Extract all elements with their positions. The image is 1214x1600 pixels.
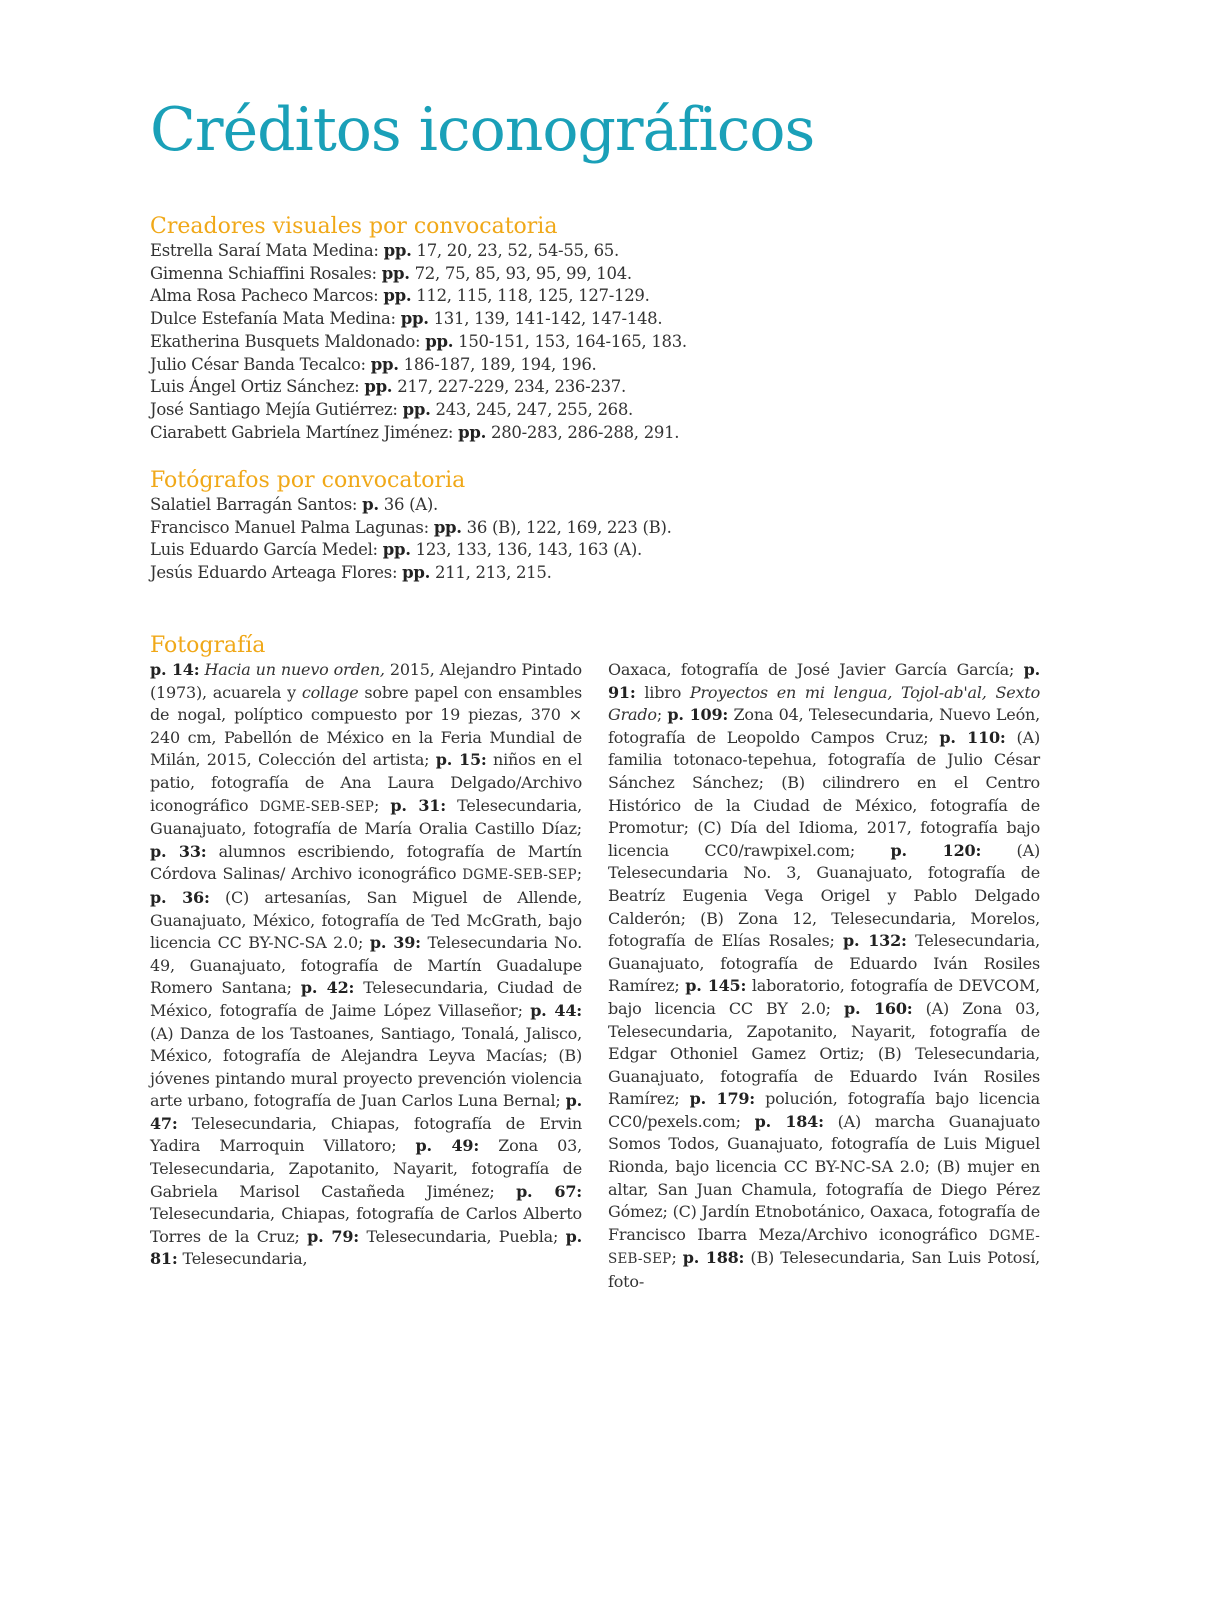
page-ref: p. 179: — [689, 1089, 756, 1109]
credit-line — [150, 517, 850, 540]
credit-pages-label: pp. — [458, 422, 487, 442]
credit-pages: 186-187, 189, 194, 196. — [398, 354, 597, 374]
credit-text: Telesecundaria, Chiapas, fotografía de Carlos Alberto Torres de la Cruz; — [150, 1204, 582, 1246]
credit-text: Telesecundaria No. 49, Guanajuato, fotografía de Martín Guadalupe Romero Santana; — [150, 933, 582, 998]
credit-pages: 243, 245, 247, 255, 268. — [430, 399, 633, 419]
credit-text: Telesecundaria, Chiapas, fotografía de Ervin Yadira Marroquin Villatoro; — [150, 1113, 582, 1156]
page-ref: p. 15: — [435, 750, 487, 770]
credit-text: laboratorio, fotografía de DEVCOM, bajo licencia CC BY 2.0; — [608, 976, 1041, 1018]
creators-list — [150, 240, 850, 444]
credit-line — [150, 422, 850, 445]
credit-pages: 36 (B), 122, 169, 223 (B). — [461, 517, 672, 537]
page-ref: p. 188: — [682, 1248, 745, 1268]
credit-name: Ekatherina Busquets Maldonado: — [150, 331, 426, 351]
page-ref: p. 67: — [516, 1181, 582, 1201]
photographers-list — [150, 494, 850, 585]
credit-text: DGME-SEB-SEP — [462, 867, 577, 884]
credit-text: polución, fotografía bajo licencia CC0/pexels.com; — [608, 1089, 1040, 1131]
credit-name: Estrella Saraí Mata Medina: — [150, 241, 384, 260]
page-ref: p. 120: — [890, 840, 982, 860]
credit-line — [150, 240, 850, 263]
credit-line — [150, 376, 850, 399]
credit-line — [150, 399, 850, 422]
page-ref: p. 31: — [390, 795, 446, 815]
credit-text: Telesecundaria, Guanajuato, fotografía de Eduardo Iván Rosiles Ramírez; — [608, 931, 1040, 996]
credit-pages-label: pp. — [402, 399, 431, 419]
credit-name: Salatiel Barragán Santos: — [150, 495, 363, 514]
credit-line — [150, 263, 850, 286]
credit-text: Proyectos en mi lengua, Tojol-ab'al, Sexto Grado — [608, 682, 1041, 725]
credit-text: DGME-SEB-SEP — [608, 1227, 1040, 1268]
credit-text: Telesecundaria, — [177, 1249, 308, 1269]
credit-line — [150, 354, 850, 377]
credit-name: Gimenna Schiaffini Rosales: — [150, 263, 382, 283]
page-ref: p. 14: — [150, 660, 200, 679]
credit-text: sobre papel con ensambles de nogal, políptico compuesto por 19 piezas, 370 × 240 cm, Pabellón de México en la Feria Mundial de Milán, 2015, Colección del artista; — [150, 682, 582, 770]
page-ref: p. 33: — [150, 841, 207, 861]
page-ref: p. 132: — [843, 931, 907, 951]
page-ref: p. 184: — [754, 1111, 824, 1131]
credit-pages-label: pp. — [400, 309, 429, 329]
credit-line — [150, 539, 850, 562]
credit-name: Luis Ángel Ortiz Sánchez: — [150, 377, 365, 397]
page-ref: p. 47: — [150, 1091, 582, 1133]
credit-pages-label: pp. — [425, 331, 454, 351]
credit-text: (A) familia totonaco-tepehua, fotografía de Julio César Sánchez Sánchez; (B) cilindrero en el Centro Histórico de la Ciudad de México, fotografía de Promotur; (C) Día del Idioma, 2017, fotografía bajo licencia CC0/rawpixel.com; — [608, 727, 1040, 860]
page-ref: p. 39: — [369, 933, 421, 953]
credit-pages: 280-283, 286-288, 291. — [486, 422, 680, 442]
page-ref: p. 91: — [608, 660, 1040, 702]
credit-text: (B) Telesecundaria, San Luis Potosí, foto- — [608, 1248, 1041, 1292]
credit-text: (A) marcha Guanajuato Somos Todos, Guanajuato, fotografía de Luis Miguel Rionda, bajo licencia CC BY-NC-SA 2.0; (B) mujer en altar, San Juan Chamula, fotografía de Diego Pérez Gómez; (C) Jardín Etnobotánico, Oaxaca, fotografía de Francisco Ibarra Meza/Archivo iconográfico — [608, 1111, 1041, 1244]
credit-pages: 123, 133, 136, 143, 163 (A). — [410, 540, 642, 560]
credit-text: libro — [635, 682, 690, 702]
page-ref: p. 110: — [939, 727, 1006, 747]
creators-heading: Creadores visuales por convocatoria — [150, 214, 558, 239]
credit-text: Zona 04, Telesecundaria, Nuevo León, fotografía de Leopoldo Campos Cruz; — [608, 705, 1040, 747]
credit-text: Telesecundaria, Puebla; — [359, 1226, 566, 1246]
credit-name: José Santiago Mejía Gutiérrez: — [150, 399, 403, 419]
page-ref: p. 49: — [415, 1136, 480, 1156]
credit-text: alumnos escribiendo, fotografía de Martín Córdova Salinas/ Archivo iconográfico — [150, 841, 582, 884]
page-ref: p. 109: — [667, 705, 729, 725]
credit-pages: 36 (A). — [378, 495, 438, 514]
credit-name: Dulce Estefanía Mata Medina: — [150, 309, 401, 329]
creators-section — [150, 214, 850, 444]
credit-line — [150, 308, 850, 331]
photography-column-right — [608, 659, 1040, 1294]
credit-name: Alma Rosa Pacheco Marcos: — [150, 286, 384, 306]
credit-pages: 211, 213, 215. — [430, 563, 552, 583]
page-ref: p. 160: — [844, 998, 913, 1018]
credit-name: Julio César Banda Tecalco: — [150, 354, 371, 374]
credit-pages-label: pp. — [370, 354, 399, 374]
page-ref: p. 79: — [307, 1226, 360, 1246]
credit-pages-label: pp. — [381, 263, 410, 283]
credit-pages-label: pp. — [383, 241, 412, 260]
page-ref: p. 42: — [300, 978, 355, 998]
credit-text: (A) Telesecundaria No. 3, Guanajuato, fotografía de Beatríz Eugenia Vega Origel y Pablo Delgado Calderón; (B) Zona 12, Telesecundaria, Morelos, fotografía de Elías Rosales; — [608, 840, 1040, 951]
credit-name: Luis Eduardo García Medel: — [150, 540, 383, 560]
credit-text: ; — [671, 1248, 683, 1268]
credit-pages: 131, 139, 141-142, 147-148. — [428, 309, 663, 329]
credit-text: Telesecundaria, Ciudad de México, fotografía de Jaime López Villaseñor; — [150, 978, 582, 1020]
credit-line — [150, 562, 850, 585]
credit-pages-label: pp. — [433, 517, 462, 537]
credit-text: Telesecundaria, Guanajuato, fotografía de María Oralia Castillo Díaz; — [150, 795, 582, 839]
credit-pages: 217, 227-229, 234, 236-237. — [392, 377, 626, 397]
page-ref: p. 81: — [150, 1226, 583, 1269]
credit-pages-label: pp. — [383, 286, 412, 306]
credit-pages-label: pp. — [364, 377, 393, 397]
credit-line — [150, 331, 850, 354]
credit-pages-label: p. — [362, 495, 379, 514]
credit-text: collage — [301, 682, 359, 702]
credit-text: Zona 03, Telesecundaria, Zapotanito, Nayarit, fotografía de Gabriela Marisol Castañeda Jiménez; — [150, 1136, 582, 1201]
credit-text: (A) Zona 03, Telesecundaria, Zapotanito, Nayarit, fotografía de Edgar Othoniel Gamez Ortiz; (B) Telesecundaria, Guanajuato, fotografía de Eduardo Iván Rosiles Ramírez; — [608, 998, 1040, 1109]
credit-text: Oaxaca, fotografía de José Javier García García; — [608, 660, 1024, 679]
credit-line — [150, 285, 850, 308]
photographers-heading: Fotógrafos por convocatoria — [150, 468, 466, 493]
credit-text: DGME-SEB-SEP — [259, 798, 374, 815]
credit-text: ; — [656, 705, 668, 725]
credit-pages-label: pp. — [402, 563, 431, 583]
credit-line — [150, 494, 850, 517]
page-ref: p. 145: — [685, 976, 747, 996]
page-title: Créditos iconográficos — [150, 95, 815, 165]
credit-pages: 72, 75, 85, 93, 95, 99, 104. — [409, 263, 632, 283]
credit-text: (A) Danza de los Tastoanes, Santiago, Tonalá, Jalisco, México, fotografía de Alejandra Leyva Macías; (B) jóvenes pintando mural proyecto prevención violencia arte urbano, fotografía de Juan Carlos Luna Bernal; — [150, 1023, 582, 1111]
credit-text: ; — [374, 795, 391, 815]
credit-pages: 112, 115, 118, 125, 127-129. — [411, 286, 650, 306]
credit-text: (C) artesanías, San Miguel de Allende, Guanajuato, México, fotografía de Ted McGrath, bajo licencia CC BY-NC-SA 2.0; — [150, 887, 582, 953]
credit-pages-label: pp. — [382, 540, 411, 560]
photographers-section — [150, 468, 850, 585]
credit-text: ; — [576, 864, 582, 884]
credit-text: Hacia un nuevo orden, — [204, 660, 385, 679]
photography-heading: Fotografía — [150, 633, 266, 658]
credit-pages: 150-151, 153, 164-165, 183. — [453, 331, 687, 351]
credit-text: 2015, Alejandro Pintado (1973), acuarela y — [150, 660, 582, 702]
credit-text: niños en el patio, fotografía de Ana Laura Delgado/Archivo iconográfico — [150, 750, 582, 815]
credit-name: Ciarabett Gabriela Martínez Jiménez: — [150, 422, 459, 442]
credit-name: Jesús Eduardo Arteaga Flores: — [150, 563, 403, 583]
credit-name: Francisco Manuel Palma Lagunas: — [150, 517, 434, 537]
photography-column-left — [150, 659, 582, 1271]
page-ref: p. 36: — [150, 887, 210, 907]
page-ref: p. 44: — [530, 1000, 582, 1020]
credit-pages: 17, 20, 23, 52, 54-55, 65. — [411, 241, 619, 260]
